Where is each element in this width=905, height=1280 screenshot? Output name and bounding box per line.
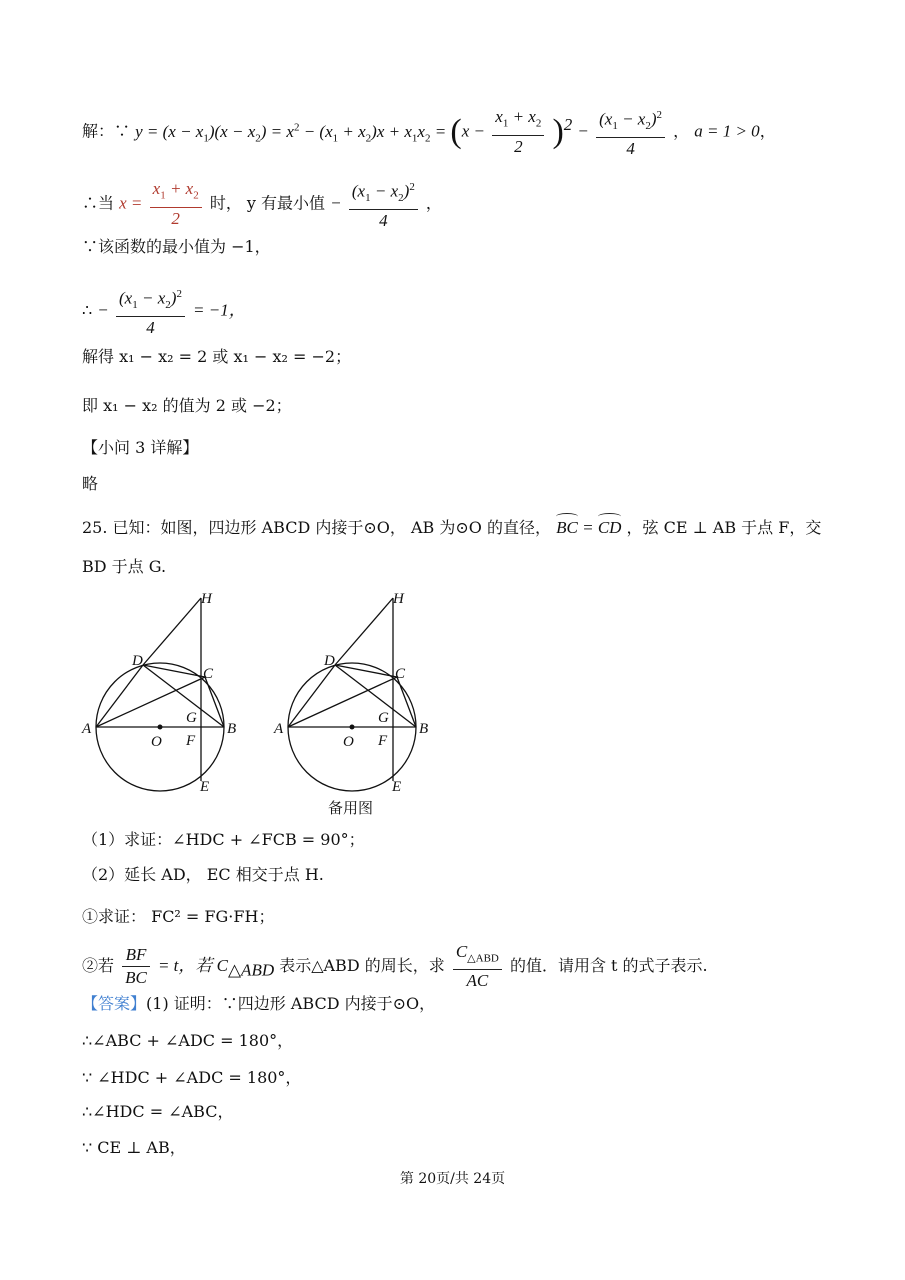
q2-2-t: = t，若 C (157, 956, 228, 976)
svg-text:O: O (343, 734, 354, 750)
min-label: y 有最小值 (246, 193, 326, 213)
svg-text:A: A (274, 721, 284, 737)
label-d: D (132, 653, 143, 669)
q2-2-sub: △ABD (227, 960, 275, 980)
when-label: ∴当 (82, 193, 115, 213)
line-dh (143, 598, 201, 665)
q2-2-suffix: 的值．请用含 t 的式子表示. (509, 956, 708, 976)
problem25-line-1 (82, 513, 821, 539)
figure-spare (288, 598, 416, 791)
problem25-chord: ，弦 CE ⊥ AB 于点 F，交 (626, 518, 822, 537)
answer-line-3: ∵ ∠HDC + ∠ADC = 180°， (82, 1068, 302, 1087)
svg-text:E: E (392, 779, 402, 795)
answer-line-4: ∴∠HDC = ∠ABC， (82, 1102, 234, 1121)
label-a: A (82, 721, 92, 737)
solution-line-4: ∴ − $\frac{(x_1 - x_2)^2}{4}$ = −1， (82, 283, 246, 339)
q2-2-perimeter: 表示△ABD 的周长，求 (274, 956, 445, 976)
answer-tag: 【答案】 (82, 994, 147, 1013)
arc-bc: BC (556, 513, 578, 539)
line-dc (143, 665, 205, 677)
svg-text:F: F (378, 733, 388, 749)
line-ad (96, 665, 143, 727)
a-condition: a = 1 > 0 (694, 121, 760, 141)
time-label: 时， (209, 193, 242, 213)
label-o: O (151, 734, 162, 750)
solution-line-1: 解：∵ $y = (x - x_1)(x - x_2) = x^2 - (x_1 + x_2)x + x_1x_2 = (x$ − $\frac{x_1 + x_2}{2}$ )$^2$ − $\frac{(x_1 - x_2)^2}{4}$ ， a = 1 > 0， (82, 104, 776, 160)
label-b: B (227, 721, 237, 737)
problem25-stem: 25. 已知：如图，四边形 ABCD 内接于⊙O， AB 为⊙O 的直径， (82, 518, 552, 537)
solution-line-5: 解得 x₁ − x₂ = 2 或 x₁ − x₂ = −2； (82, 347, 352, 366)
geometry-figure (0, 585, 905, 815)
svg-text:G: G (378, 710, 389, 726)
label-g: G (186, 710, 197, 726)
solution-line-2: ∴当 x = $\frac{x_1 + x_2}{2}$ 时， y 有最小值 − $\frac{(x_1 - x_2)^2}{4}$ ， (82, 176, 442, 232)
question-2-1: ①求证： FC² = FG·FH； (82, 907, 275, 926)
figure-labels-spare (273, 591, 428, 795)
answer-line-5: ∵ CE ⊥ AB， (82, 1138, 186, 1157)
answer-line-1 (82, 993, 435, 1015)
svg-text:C: C (395, 666, 406, 682)
page-footer: 第 20页/共 24页 (399, 1171, 506, 1187)
question-2: （2）延长 AD， EC 相交于点 H. (82, 865, 324, 884)
question-2-2: ②若 $\frac{BF}{BC}$ = t，若 $C_{\triangle ABD}$ 表示△ABD 的周长，求 $\frac{C_{\triangle ABD}}{AC}$ 的值．请用含 t 的式子表示. (82, 942, 708, 991)
sub3-heading: 【小问 3 详解】 (82, 438, 199, 457)
solution-line-3: ∵该函数的最小值为 −1， (82, 237, 271, 256)
therefore-symbol: ∴ (82, 300, 93, 320)
figure-labels-main (81, 591, 236, 795)
answer-text-1: (1) 证明：∵四边形 ABCD 内接于⊙O， (146, 994, 436, 1013)
svg-text:H: H (393, 591, 404, 607)
solution-label: 解：∵ (82, 121, 131, 141)
question-1: （1）求证：∠HDC + ∠FCB = 90°； (82, 830, 365, 849)
label-e: E (200, 779, 210, 795)
arc-eq: = (577, 518, 598, 537)
figure-main (96, 598, 224, 791)
svg-text:D: D (324, 653, 335, 669)
arc-cd: CD (598, 513, 622, 539)
solution-line-6: 即 x₁ − x₂ 的值为 2 或 −2； (82, 396, 292, 415)
q2-2-prefix: ②若 (82, 956, 115, 976)
label-f: F (186, 733, 196, 749)
label-c: C (203, 666, 214, 682)
label-h: H (201, 591, 212, 607)
figure-caption: 备用图 (328, 799, 374, 817)
sub3-body: 略 (82, 474, 99, 493)
answer-line-2: ∴∠ABC + ∠ADC = 180°， (82, 1031, 294, 1050)
problem25-line-2: BD 于点 G. (82, 557, 167, 576)
equals-minus-one: = −1， (193, 300, 246, 320)
point-o (158, 725, 163, 730)
svg-text:B: B (419, 721, 429, 737)
